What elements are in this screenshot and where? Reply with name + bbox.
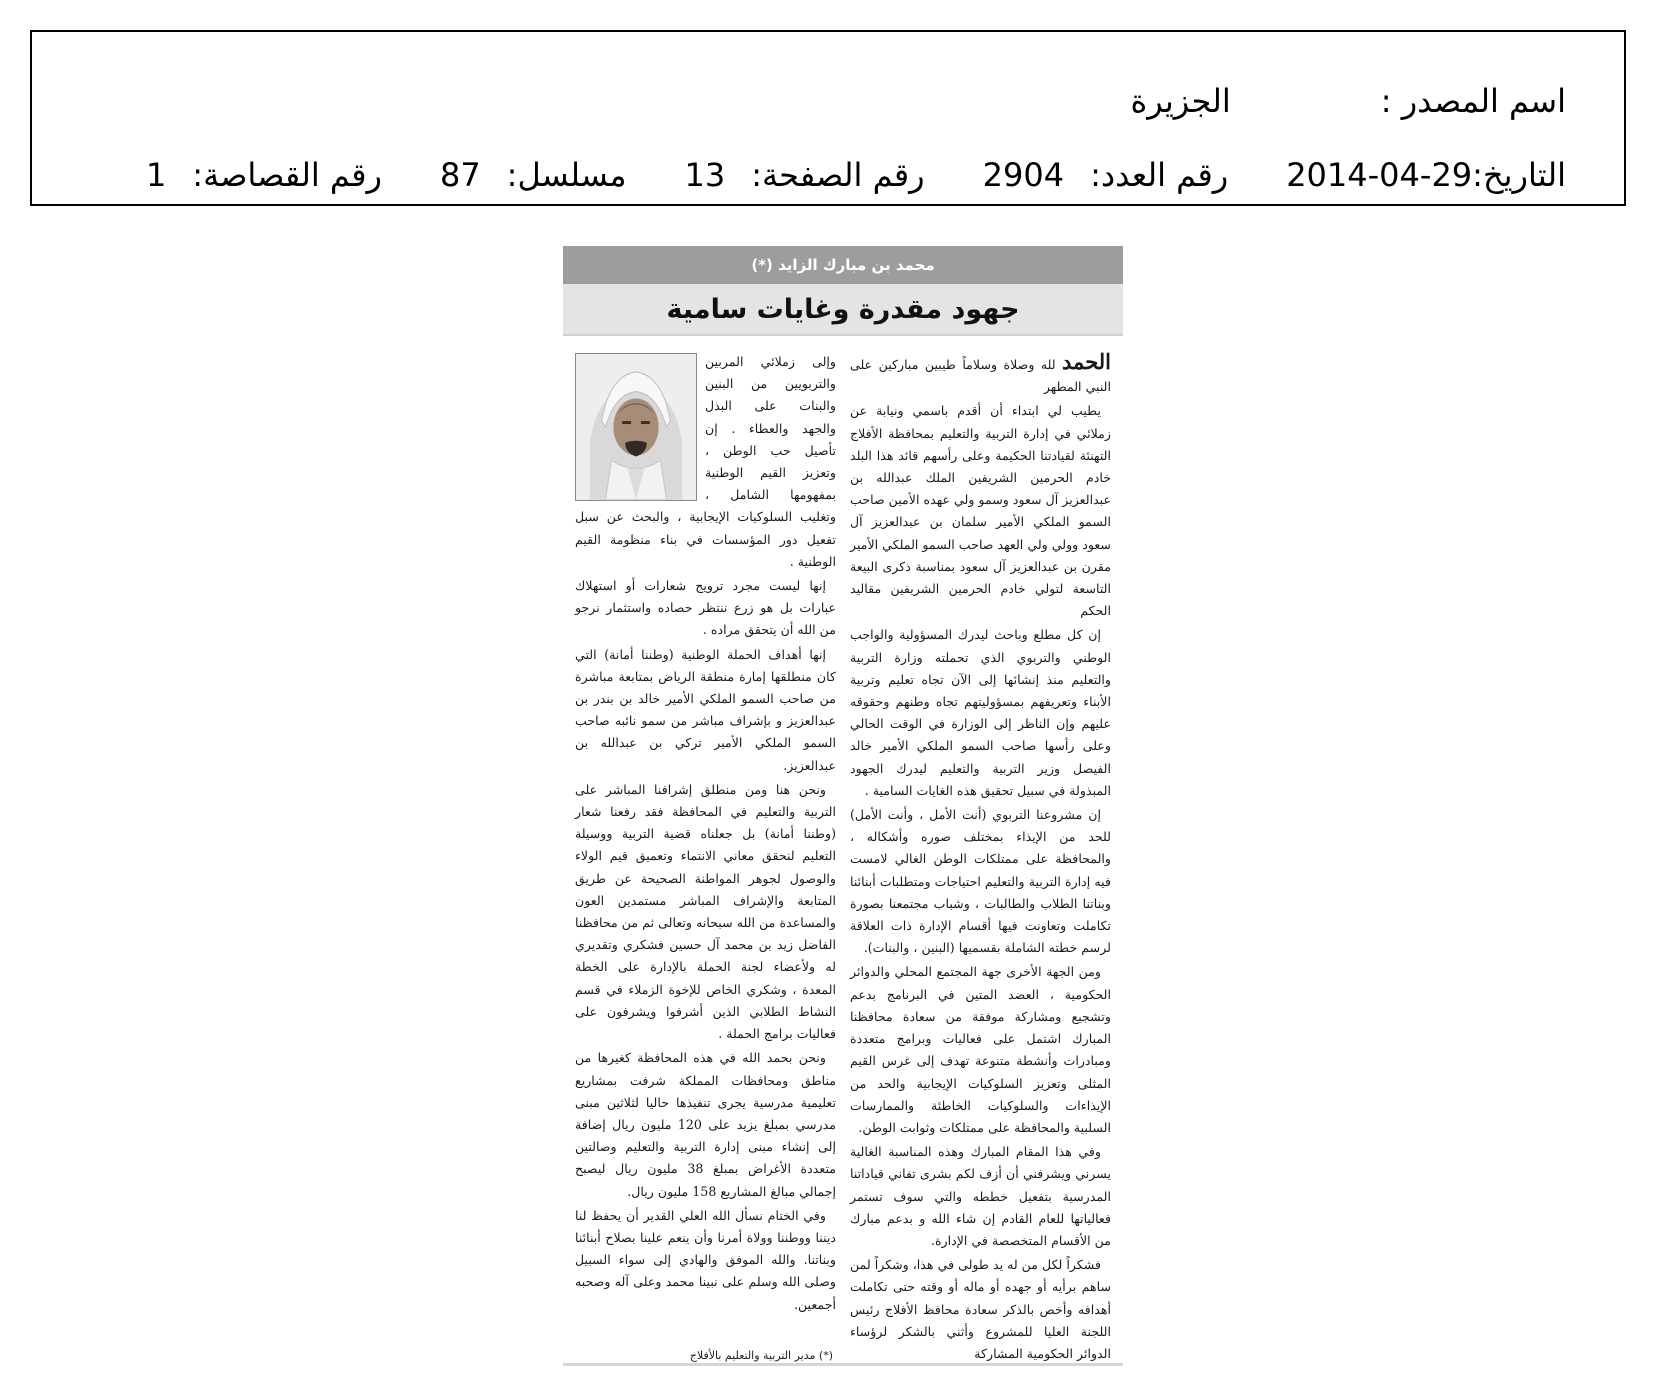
article-paragraph: ومن الجهة الأخرى جهة المجتمع المحلي والدوائر الحكومية ، العضد المتين في البرنامج بدعم وتشجيع ومشاركة موفقة من سعادة محافظنا المبارك اشتمل على فعاليات وبرامج متعددة ومبادرات وأنشطة متنوعة تهدف إلى غرس القيم المثلى وتعزيز السلوكيات الإيجابية والحد من الإيذاءات والسلوكيات الخاطئة والممارسات السلبية والمحافظة على ممتلكات وثوابت الوطن.: [850, 964, 1111, 1135]
article-column-right: [849, 349, 1111, 1361]
issue-label: رقم العدد:: [1090, 156, 1229, 194]
article-paragraph: ونحن بحمد الله في هذه المحافظة كغيرها من مناطق ومحافظات المملكة شرفت بمشاريع تعليمية مدرسية يجرى تنفيذها حاليا لثلاثين مبنى مدرسي بمبلغ يزيد على 120 مليون ريال إضافة إلى إنشاء مبنى إدارة التربية والتعليم وصالتين متعددة الأغراض بمبلغ 38 مليون ريال ليصبح إجمالي مبالغ المشاريع 158 مليون ريال.: [575, 1050, 836, 1199]
article-paragraph: وإلى زملائي المربين والتربويين من البنين والبنات على البذل والجهد والعطاء . إن تأصيل حب الوطن ، وتعزيز القيم الوطنية بمفهومها الشامل ، وتغليب السلوكيات الإيجابية ، والبحث عن سبل تفعيل دور المؤسسات في بناء منظومة القيم الوطنية .: [575, 354, 836, 569]
headline-bar: [563, 284, 1123, 336]
page-label: رقم الصفحة:: [751, 156, 925, 194]
article-paragraph: يطيب لي ابتداء أن أقدم باسمي ونيابة عن زملائي في إدارة التربية والتعليم بمحافظة الأفلاج التهنئة لقيادتنا الحكيمة وعلى رأسهم قائد هذا البلد خادم الحرمين الشريفين الملك عبدالله بن عبدالعزيز آل سعود وسمو ولي عهده الأمين صاحب السمو الملكي الأمير سلمان بن عبدالعزيز آل سعود وولي ولي العهد صاحب السمو الملكي الأمير مقرن بن عبدالعزيز آل سعود بمناسبة ذكرى البيعة التاسعة لتولي خادم الحرمين الشريفين مقاليد الحكم: [849, 403, 1111, 619]
serial-label: مسلسل:: [506, 156, 627, 194]
bottom-divider: [563, 1363, 1123, 1366]
newspaper-clipping: [563, 246, 1123, 1366]
clip-number-value: 1: [145, 156, 167, 194]
details-row: [146, 156, 1566, 194]
article-paragraph: وفي هذا المقام المبارك وهذه المناسبة الغالية يسرني ويشرفني أن أزف لكم بشرى تفاني قياداتنا المدرسية بتفعيل خططه والتي سوف تستمر فعالياتها للعام القادم إن شاء الله و بدعم مبارك من الأقسام المتخصصة في الإدارة.: [850, 1144, 1111, 1248]
author-byline: محمد بن مبارك الزايد (*): [751, 256, 935, 274]
date-label: التاريخ:: [1472, 156, 1566, 194]
article-headline: جهود مقدرة وغايات سامية: [666, 293, 1020, 325]
serial-value: 87: [439, 156, 481, 194]
date-value: 2014-04-29: [1286, 156, 1473, 194]
clipping-metadata-box: [30, 30, 1626, 206]
article-paragraph: إنها أهداف الحملة الوطنية (وطننا أمانة) التي كان منطلقها إمارة منطقة الرياض بمتابعة مباشرة من صاحب السمو الملكي الأمير خالد بن بندر بن عبدالعزيز و بإشراف مباشر من سمو نائبه صاحب السمو الملكي الأمير تركي بن عبدالله بن عبدالعزيز.: [575, 646, 836, 773]
source-label: اسم المصدر :: [1380, 82, 1566, 120]
issue-value: 2904: [982, 156, 1065, 194]
page-value: 13: [684, 156, 726, 194]
source-value: الجزيرة: [1130, 82, 1231, 120]
article-paragraph: إن كل مطلع وباحث ليدرك المسؤولية والواجب الوطني والتربوي الذي تحملته وزارة التربية والتعليم منذ إنشائها إلى الآن تجاه تعليم وتربية الأبناء وتعريفهم بمسؤوليتهم تجاه وطنهم وحقوقه عليهم وإن الناظر إلى الوزارة في الوقت الحالي وعلى رأسها صاحب السمو الملكي الأمير خالد الفيصل وزير التربية والتعليم ليدرك الجهود المبذولة في سبيل تحقيق هذه الغايات السامية .: [850, 627, 1111, 798]
source-row: [1130, 82, 1566, 120]
article-paragraph: الحمد لله وصلاة وسلاماً طيبين مباركين على النبي المطهر: [850, 349, 1111, 395]
article-column-left: [575, 351, 836, 1338]
article-paragraph: فشكراً لكل من له يد طولى في هذا، وشكراً لمن ساهم برأيه أو جهده أو ماله أو وقته حتى تكاملت أهدافه وأخص بالذكر سعادة محافظ الأفلاج رئيس اللجنة العليا للمشروع وأثني بالشكر لرؤساء الدوائر الحكومية المشاركة: [850, 1257, 1111, 1361]
author-photo: [575, 353, 697, 501]
opening-word: الحمد: [1062, 349, 1111, 374]
article-paragraph: إنها ليست مجرد ترويج شعارات أو استهلاك عبارات بل هو زرع ننتظر حصاده واستثمار نرجو من الله أن يتحقق مراده .: [575, 578, 836, 638]
author-portrait-icon: [576, 354, 696, 500]
article-paragraph: ونحن هنا ومن منطلق إشرافنا المباشر على التربية والتعليم في المحافظة فقد رفعنا شعار (وطننا أمانة) بل جعلناه قضية التربية ووسيلة التعليم لنحقق معاني الانتماء وتعميق قيم الولاء والوصول لجوهر المواطنة الصحيحة عن طريق المتابعة والإشراف المباشر مستمدين العون والمساعدة من الله سبحانه وتعالى ثم من محافظنا الفاضل زيد بن محمد آل حسين فشكري وتقديري له ولأعضاء لجنة الحملة بالإدارة على الخطة المعدة ، وشكري الخاص للإخوة الزملاء في قسم النشاط الطلابي الذين أشرفوا ويشرفون على فعاليات برامج الحملة .: [575, 781, 836, 1042]
article-paragraph: إن مشروعنا التربوي (أنت الأمل ، وأنت الأمل) للحد من الإيذاء بمختلف صوره وأشكاله ، والمحافظة على ممتلكات الوطن الغالي لامست فيه إدارة التربية والتعليم احتياجات ومتطلبات أبنائنا وبناتنا الطلاب والطالبات ، وشباب مجتمعنا بصورة تكاملت وتعاونت فيها أقسام الإدارة ذات العلاقة لرسم خطته الشاملة بقسميها (البنين ، والبنات).: [850, 807, 1111, 956]
byline-bar: [563, 246, 1123, 284]
clip-number-label: رقم القصاصة:: [192, 156, 382, 194]
author-footnote: (*) مدير التربية والتعليم بالأفلاج: [689, 1349, 833, 1362]
article-paragraph: وفي الختام نسأل الله العلي القدير أن يحفظ لنا ديننا ووطننا وولاة أمرنا وأن ينعم علينا بصلاح أبنائنا وبناتنا. والله الموفق والهادي إلى سواء السبيل وصلى الله وسلم على نبينا محمد وعلى آله وصحبه أجمعين.: [575, 1207, 836, 1312]
